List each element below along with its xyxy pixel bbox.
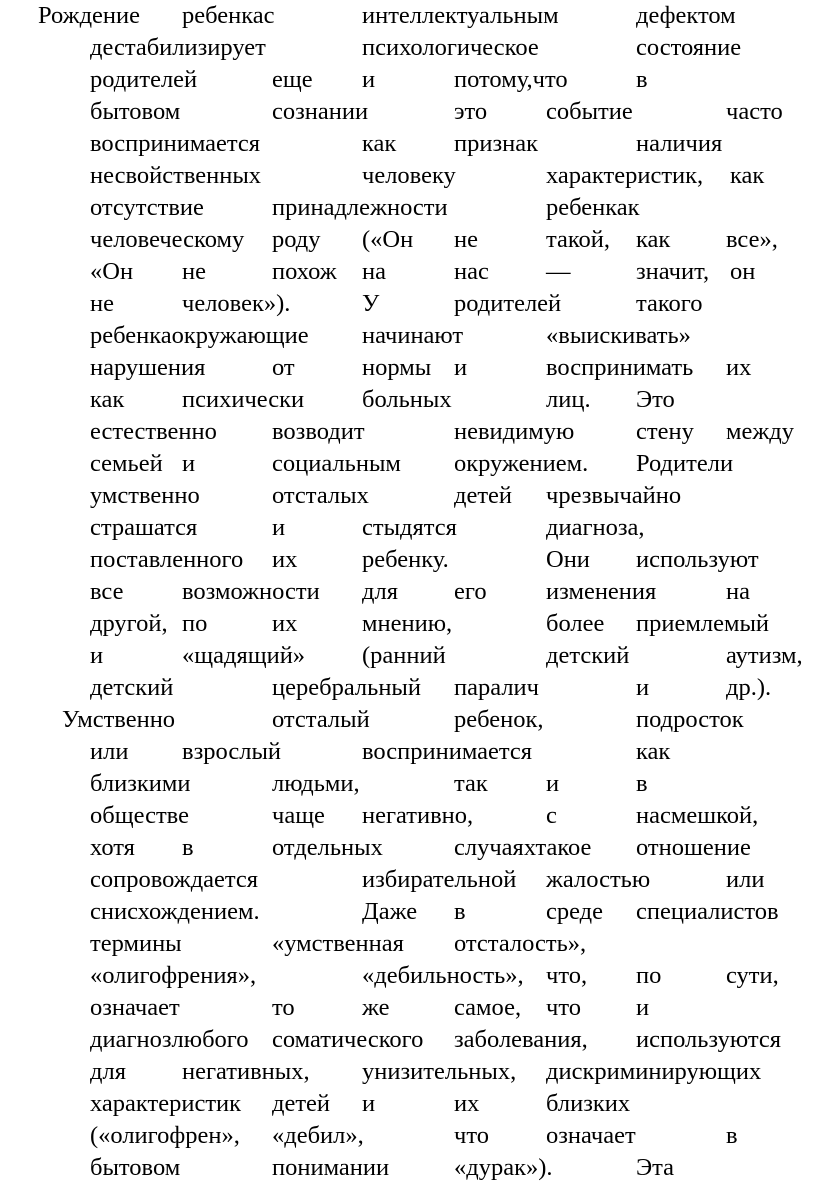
word: и [362, 1090, 376, 1117]
word: («Он [362, 226, 414, 253]
word: паралич [454, 674, 539, 701]
word: унизительных, [362, 1058, 517, 1085]
text-line [0, 544, 816, 576]
word: родителей [454, 290, 562, 317]
word: стену [636, 418, 694, 445]
text-line [0, 960, 816, 992]
word: для [362, 578, 398, 605]
word: в [726, 1122, 738, 1149]
word: отсталых [272, 482, 369, 509]
word: «выискивать» [546, 322, 691, 349]
word: и [636, 994, 650, 1021]
word: лиц. [546, 386, 591, 413]
word: значит, [636, 258, 710, 285]
text-line [0, 832, 816, 864]
word: родителей [90, 66, 198, 93]
word: все [90, 578, 124, 605]
text-line [0, 480, 816, 512]
word: Это [636, 386, 675, 413]
text-line [0, 608, 816, 640]
word: чрезвычайно [546, 482, 682, 509]
word: близких [546, 1090, 631, 1117]
word: Родители [636, 450, 734, 477]
word: поставленного [90, 546, 244, 573]
word: что [546, 994, 581, 1021]
word: детей [272, 1090, 331, 1117]
word: человеку [362, 162, 456, 189]
word: обществе [90, 802, 189, 829]
word: ребенкак [546, 194, 640, 221]
word: умственно [90, 482, 200, 509]
word: похож [272, 258, 337, 285]
word: негативных, [182, 1058, 310, 1085]
word: насмешкой, [636, 802, 759, 829]
word: (ранний [362, 642, 446, 669]
word: что, [546, 962, 588, 989]
word: как [90, 386, 125, 413]
text-line [0, 384, 816, 416]
word: другой, [90, 610, 168, 637]
word: такой, [546, 226, 611, 253]
word: сопровождается [90, 866, 259, 893]
word: «Он [90, 258, 134, 285]
word: более [546, 610, 605, 637]
word: их [454, 1090, 480, 1117]
word: больных [362, 386, 452, 413]
text-line [0, 128, 816, 160]
word: мнению, [362, 610, 453, 637]
word: для [90, 1058, 126, 1085]
word: воспринимается [362, 738, 533, 765]
text-line [0, 448, 816, 480]
word: — [546, 258, 571, 285]
text-line [0, 1056, 816, 1088]
word: отсталый [272, 706, 370, 733]
word: детский [90, 674, 174, 701]
word: потому,что [454, 66, 568, 93]
word: бытовом [90, 98, 181, 125]
text-line [0, 352, 816, 384]
word: отсталость», [454, 930, 587, 957]
text-line [0, 992, 816, 1024]
word: подросток [636, 706, 744, 733]
text-line [0, 160, 816, 192]
word: невидимую [454, 418, 575, 445]
word: их [272, 546, 298, 573]
word: нарушения [90, 354, 206, 381]
word: и [362, 66, 376, 93]
word: ребенку. [362, 546, 449, 573]
word: и [454, 354, 468, 381]
word: психически [182, 386, 305, 413]
word: детский [546, 642, 630, 669]
word: окружением. [454, 450, 589, 477]
word: снисхождением. [90, 898, 260, 925]
word: дефектом [636, 2, 736, 29]
word: человек»). [182, 290, 291, 317]
word: характеристик, [546, 162, 704, 189]
word: случаяхтакое [454, 834, 592, 861]
text-line [0, 768, 816, 800]
word: церебральный [272, 674, 421, 701]
word: на [726, 578, 750, 605]
word: страшатся [90, 514, 198, 541]
word: возводит [272, 418, 365, 445]
word: в [182, 834, 194, 861]
word: «дурак»). [454, 1154, 553, 1181]
word: означает [546, 1122, 636, 1149]
word: не [90, 290, 114, 317]
text-line [0, 640, 816, 672]
word: дискриминирующих [546, 1058, 762, 1085]
word: все», [726, 226, 778, 253]
word: людьми, [272, 770, 360, 797]
word: приемлемый [636, 610, 770, 637]
word: нас [454, 258, 489, 285]
word: на [362, 258, 386, 285]
word: роду [272, 226, 321, 253]
text-line [0, 416, 816, 448]
word: что [454, 1122, 489, 1149]
word: дестабилизирует [90, 34, 266, 61]
text-line [0, 1024, 816, 1056]
word: по [636, 962, 662, 989]
word: понимании [272, 1154, 390, 1181]
word: он [730, 258, 756, 285]
word: наличия [636, 130, 723, 157]
text-line [0, 256, 816, 288]
word: в [636, 770, 648, 797]
text-line [0, 928, 816, 960]
word: «дебильность», [362, 962, 524, 989]
text-line [0, 288, 816, 320]
word: диагноза, [546, 514, 645, 541]
word: означает [90, 994, 180, 1021]
text-line [0, 896, 816, 928]
word: или [90, 738, 129, 765]
word: естественно [90, 418, 217, 445]
word: («олигофрен», [90, 1122, 240, 1149]
word: хотя [90, 834, 135, 861]
word: как [636, 226, 671, 253]
word: др.). [726, 674, 772, 701]
word: избирательной [362, 866, 517, 893]
word: же [362, 994, 390, 1021]
word: возможности [182, 578, 320, 605]
word: «дебил», [272, 1122, 364, 1149]
text-line [0, 96, 816, 128]
word: «умственная [272, 930, 404, 957]
text-line [0, 576, 816, 608]
word: часто [726, 98, 783, 125]
word: начинают [362, 322, 464, 349]
word: от [272, 354, 295, 381]
word: «щадящий» [182, 642, 306, 669]
word: Рождение [38, 2, 141, 29]
word: принадлежности [272, 194, 448, 221]
text-line [0, 1120, 816, 1152]
text-line [0, 672, 816, 704]
word: с [546, 802, 557, 829]
word: несвойственных [90, 162, 262, 189]
word: чаще [272, 802, 325, 829]
word: характеристик [90, 1090, 242, 1117]
word: состояние [636, 34, 742, 61]
word: как [730, 162, 765, 189]
word: самое, [454, 994, 522, 1021]
word: специалистов [636, 898, 779, 925]
word: такого [636, 290, 703, 317]
text-line [0, 32, 816, 64]
word: соматического [272, 1026, 424, 1053]
word: жалостью [546, 866, 651, 893]
word: и [636, 674, 650, 701]
word: близкими [90, 770, 191, 797]
word: используются [636, 1026, 781, 1053]
text-line [0, 864, 816, 896]
word: бытовом [90, 1154, 181, 1181]
word: термины [90, 930, 182, 957]
word: негативно, [362, 802, 474, 829]
text-line [0, 64, 816, 96]
word: еще [272, 66, 313, 93]
word: нормы [362, 354, 432, 381]
word: то [272, 994, 295, 1021]
word: используют [636, 546, 759, 573]
word: отсутствие [90, 194, 204, 221]
word: психологическое [362, 34, 539, 61]
word: по [182, 610, 208, 637]
word: интеллектуальным [362, 2, 559, 29]
word: отдельных [272, 834, 383, 861]
word: его [454, 578, 487, 605]
text-line [0, 224, 816, 256]
word: Умственно [62, 706, 176, 733]
word: изменения [546, 578, 657, 605]
word: отношение [636, 834, 751, 861]
text-line [0, 1152, 816, 1184]
word: Эта [636, 1154, 675, 1181]
word: не [182, 258, 206, 285]
word: это [454, 98, 488, 125]
word: У [362, 290, 380, 317]
word: ребенкаокружающие [90, 322, 309, 349]
word: и [90, 642, 104, 669]
word: заболевания, [454, 1026, 588, 1053]
text-line [0, 704, 816, 736]
word: сути, [726, 962, 779, 989]
word: событие [546, 98, 633, 125]
word: как [636, 738, 671, 765]
word: взрослый [182, 738, 282, 765]
word: между [726, 418, 795, 445]
word: так [454, 770, 488, 797]
word: Они [546, 546, 590, 573]
word: социальным [272, 450, 401, 477]
word: стыдятся [362, 514, 457, 541]
word: воспринимается [90, 130, 261, 157]
word: как [362, 130, 397, 157]
text-line [0, 0, 816, 32]
text-line [0, 1088, 816, 1120]
word: их [726, 354, 752, 381]
word: и [546, 770, 560, 797]
word: сознании [272, 98, 369, 125]
word: в [636, 66, 648, 93]
word: человеческому [90, 226, 245, 253]
text-line [0, 800, 816, 832]
text-line [0, 736, 816, 768]
word: в [454, 898, 466, 925]
word: признак [454, 130, 539, 157]
word: и [182, 450, 196, 477]
word: ребенок, [454, 706, 544, 733]
word: их [272, 610, 298, 637]
word: «олигофрения», [90, 962, 257, 989]
word: семьей [90, 450, 163, 477]
text-line [0, 512, 816, 544]
text-line [0, 192, 816, 224]
word: Даже [362, 898, 418, 925]
text-line [0, 320, 816, 352]
word: диагнозлюбого [90, 1026, 249, 1053]
word: воспринимать [546, 354, 694, 381]
word: и [272, 514, 286, 541]
word: среде [546, 898, 604, 925]
word: или [726, 866, 765, 893]
word: аутизм, [726, 642, 803, 669]
word: не [454, 226, 478, 253]
word: ребенкас [182, 2, 275, 29]
word: детей [454, 482, 513, 509]
